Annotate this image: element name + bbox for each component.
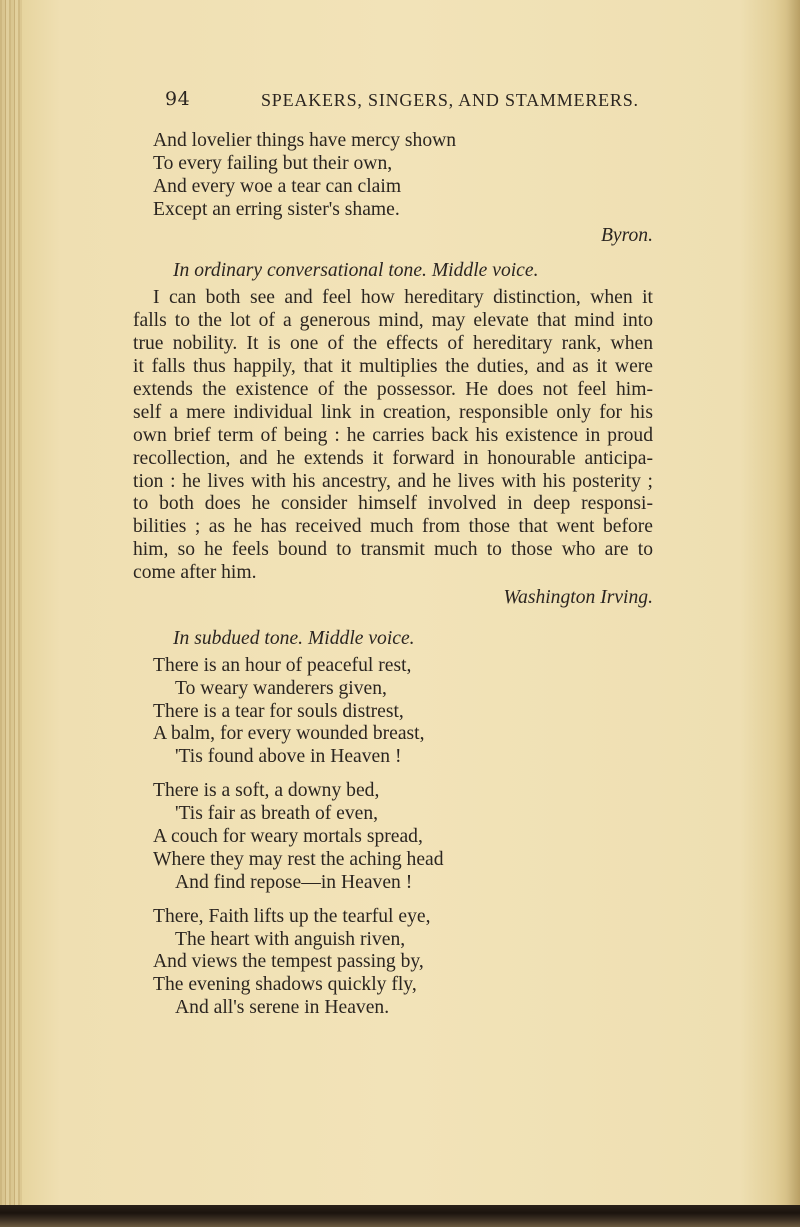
verse-line: A couch for weary mortals spread, bbox=[153, 826, 423, 847]
page-text bbox=[133, 130, 653, 1031]
prose-line: tion : he lives with his ancestry, and he lives with his posterity ; bbox=[133, 470, 653, 492]
prose-line: to both does he consider himself involved in deep responsi- bbox=[133, 493, 653, 515]
page-bottom-edge bbox=[0, 1205, 800, 1227]
running-title: SPEAKERS, SINGERS, AND STAMMERERS. bbox=[261, 90, 639, 110]
reading-direction-subdued: In subdued tone. Middle voice. bbox=[173, 627, 415, 649]
poem-heaven bbox=[153, 655, 653, 1020]
prose-line: own brief term of being : he carries back his existence in proud bbox=[133, 424, 653, 446]
prose-line: falls to the lot of a generous mind, may elevate that mind into bbox=[133, 310, 653, 332]
verse-line: Where they may rest the aching head bbox=[153, 848, 444, 870]
verse-line: 'Tis fair as breath of even, bbox=[175, 803, 379, 825]
verse-line: There is a tear for souls distrest, bbox=[153, 700, 404, 722]
prose-line: recollection, and he extends it forward in honourable anticipa- bbox=[133, 447, 653, 469]
page-number: 94 bbox=[165, 88, 191, 110]
verse-line: Except an erring sister's shame. bbox=[153, 198, 400, 220]
prose-line: I can both see and feel how hereditary distinction, when it bbox=[153, 287, 653, 309]
verse-line: And find repose—in Heaven ! bbox=[175, 871, 413, 893]
reading-direction-ordinary: In ordinary conversational tone. Middle voice. bbox=[173, 260, 539, 282]
verse-line: And views the tempest passing by, bbox=[153, 951, 424, 973]
verse-line: 'Tis found above in Heaven ! bbox=[175, 746, 402, 768]
verse-byron bbox=[153, 130, 653, 247]
prose-line: self a mere individual link in creation, responsible only for his bbox=[133, 401, 653, 423]
verse-line: To weary wanderers given, bbox=[175, 677, 387, 699]
stanza bbox=[153, 906, 653, 1020]
verse-line: There is an hour of peaceful rest, bbox=[153, 654, 412, 676]
verse-line: The evening shadows quickly fly, bbox=[153, 974, 417, 996]
page-right-edge bbox=[786, 0, 800, 1227]
verse-line: There, Faith lifts up the tearful eye, bbox=[153, 905, 431, 927]
verse-line: There is a soft, a downy bed, bbox=[153, 780, 380, 802]
verse-line: The heart with anguish riven, bbox=[175, 928, 406, 950]
prose-line: it falls thus happily, that it multiplies the duties, and as it were bbox=[133, 356, 653, 378]
verse-line: And every woe a tear can claim bbox=[153, 175, 402, 197]
attribution-byron: Byron. bbox=[600, 224, 653, 246]
prose-line: true nobility. It is one of the effects of hereditary rank, when bbox=[133, 333, 653, 355]
stanza bbox=[153, 780, 653, 894]
prose-line: extends the existence of the possessor. He does not feel him- bbox=[133, 378, 653, 400]
verse-line: To every failing but their own, bbox=[153, 152, 393, 174]
attribution-irving: Washington Irving. bbox=[503, 586, 653, 608]
stanza bbox=[153, 655, 653, 769]
prose-line: him, so he feels bound to transmit much to those who are to bbox=[133, 539, 653, 561]
verse-line: A balm, for every wounded breast, bbox=[153, 723, 425, 745]
page-binding-edge bbox=[0, 0, 22, 1227]
running-head bbox=[165, 88, 655, 114]
prose-line: come after him. bbox=[133, 562, 257, 584]
verse-line: And all's serene in Heaven. bbox=[175, 997, 390, 1019]
verse-line: And lovelier things have mercy shown bbox=[153, 130, 457, 151]
prose-irving bbox=[133, 287, 653, 609]
prose-line: bilities ; as he has received much from those that went before bbox=[133, 516, 653, 538]
